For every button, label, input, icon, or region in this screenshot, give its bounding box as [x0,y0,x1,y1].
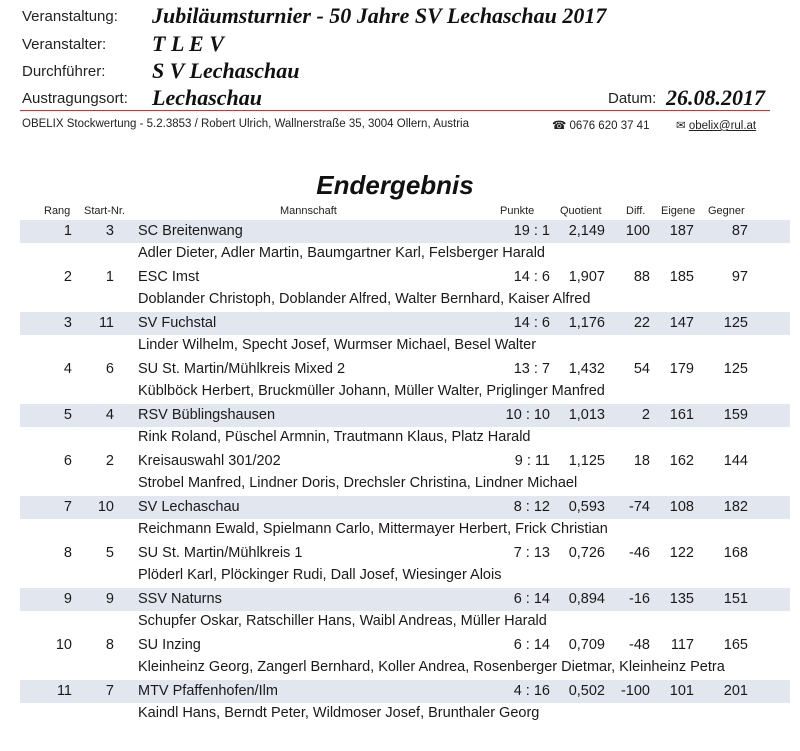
col-startnr: Start-Nr. [84,205,125,217]
row-gegner: 168 [723,545,748,561]
row-rang: 5 [63,407,72,423]
row-diff: 54 [633,361,650,377]
table-row [20,496,790,542]
veranstaltung-value: Jubiläumsturnier - 50 Jahre SV Lechaschau 2017 [152,3,607,28]
row-gegner: 151 [723,591,748,607]
row-team: SU Inzing [138,637,201,653]
row-quotient: 0,709 [568,637,605,653]
row-diff: 18 [633,453,650,469]
row-members: Küblböck Herbert, Bruckmüller Johann, Müller Walter, Priglinger Manfred [138,383,605,399]
row-startnr: 11 [98,315,114,331]
row-startnr: 7 [105,683,114,699]
table-row [20,450,790,496]
datum-label: Datum: [608,90,657,107]
row-members: Plöderl Karl, Plöckinger Rudi, Dall Josef, Wiesinger Alois [138,567,502,583]
row-eigene: 147 [669,315,694,331]
row-members: Strobel Manfred, Lindner Doris, Drechsler Christina, Lindner Michael [138,475,578,491]
row-members: Kaindl Hans, Berndt Peter, Wildmoser Josef, Brunthaler Georg [138,705,540,721]
row-eigene: 161 [669,407,694,423]
row-gegner: 125 [723,361,748,377]
page-title: Endergebnis [316,170,474,200]
veranstaltung-label: Veranstaltung: [22,8,118,25]
row-diff: -100 [620,683,650,699]
row-diff: -48 [629,637,650,653]
row-startnr: 10 [97,499,114,515]
row-punkte: 13 : 7 [513,361,550,377]
col-eigene: Eigene [661,205,696,217]
row-eigene: 122 [669,545,694,561]
row-rang: 3 [63,315,72,331]
row-startnr: 5 [105,545,114,561]
row-team: MTV Pfaffenhofen/Ilm [138,683,278,699]
veranstalter-value: T L E V [152,31,224,56]
row-punkte: 8 : 12 [513,499,550,515]
table-row [20,588,790,634]
table-row [20,266,790,312]
row-team: RSV Büblingshausen [138,407,276,423]
row-diff: -74 [629,499,650,515]
row-gegner: 159 [723,407,748,423]
row-rang: 9 [63,591,72,607]
row-rang: 8 [63,545,72,561]
row-punkte: 19 : 1 [513,223,550,239]
row-punkte: 6 : 14 [513,637,550,653]
row-rang: 6 [63,453,72,469]
row-eigene: 117 [670,637,694,653]
row-punkte: 6 : 14 [513,591,550,607]
table-row [20,358,790,404]
row-eigene: 187 [669,223,694,239]
row-startnr: 8 [105,637,114,653]
row-gegner: 182 [723,499,748,515]
row-punkte: 10 : 10 [505,407,550,423]
col-mannschaft: Mannschaft [280,205,337,217]
row-gegner: 144 [723,453,748,469]
row-quotient: 0,726 [568,545,605,561]
row-eigene: 185 [669,269,694,285]
row-rang: 2 [63,269,72,285]
email-contact[interactable] [676,118,756,132]
row-startnr: 1 [105,269,114,285]
row-diff: 88 [633,269,650,285]
row-startnr: 6 [105,361,114,377]
row-team: SV Lechaschau [138,499,240,515]
table-row [20,312,790,358]
software-info: OBELIX Stockwertung - 5.2.3853 / Robert Ulrich, Wallnerstraße 35, 3004 Ollern, Austria [22,118,470,130]
row-eigene: 108 [669,499,694,515]
row-rang: 11 [56,683,72,699]
austragungsort-label: Austragungsort: [22,90,128,107]
austragungsort-value: Lechaschau [152,85,262,110]
col-rang: Rang [44,205,71,217]
row-team: ESC Imst [138,269,200,285]
row-quotient: 0,502 [568,683,605,699]
row-gegner: 97 [731,269,748,285]
row-team: SV Fuchstal [138,315,217,331]
row-members: Schupfer Oskar, Ratschiller Hans, Waibl Andreas, Müller Harald [138,613,547,629]
table-row [20,680,790,726]
row-gegner: 201 [723,683,748,699]
row-punkte: 9 : 11 [514,453,550,469]
phone-contact [552,118,649,132]
row-quotient: 1,125 [568,453,605,469]
email-link[interactable]: obelix@rul.at [688,120,757,132]
row-members: Reichmann Ewald, Spielmann Carlo, Mittermayer Herbert, Frick Christian [138,521,608,537]
row-startnr: 2 [105,453,114,469]
row-quotient: 1,432 [568,361,605,377]
col-quotient: Quotient [560,205,602,217]
datum-value: 26.08.2017 [666,85,765,110]
durchfuehrer-label: Durchführer: [22,63,106,80]
row-team: SU St. Martin/Mühlkreis 1 [138,545,303,561]
row-eigene: 179 [669,361,694,377]
table-row [20,220,790,266]
row-diff: 100 [625,223,650,239]
row-team: Kreisauswahl 301/202 [138,453,281,469]
row-eigene: 101 [669,683,694,699]
row-diff: 22 [633,315,650,331]
row-team: SU St. Martin/Mühlkreis Mixed 2 [138,361,346,377]
row-punkte: 14 : 6 [513,315,550,331]
row-gegner: 125 [723,315,748,331]
row-startnr: 9 [105,591,114,607]
veranstalter-label: Veranstalter: [22,36,107,53]
row-quotient: 2,149 [568,223,605,239]
row-diff: -16 [629,591,650,607]
table-row [20,542,790,588]
row-diff: -46 [629,545,650,561]
row-gegner: 165 [723,637,748,653]
row-members: Rink Roland, Püschel Armnin, Trautmann Klaus, Platz Harald [138,429,531,445]
col-gegner: Gegner [708,205,745,217]
row-team: SC Breitenwang [138,223,243,239]
row-members: Adler Dieter, Adler Martin, Baumgartner Karl, Felsberger Harald [138,245,545,261]
row-punkte: 14 : 6 [513,269,550,285]
envelope-icon: ✉ [676,120,686,132]
row-rang: 4 [63,361,72,377]
table-row [20,634,790,680]
phone-icon: ☎ [552,120,567,132]
durchfuehrer-value: S V Lechaschau [152,58,300,83]
row-punkte: 7 : 13 [513,545,550,561]
row-diff: 2 [641,407,650,423]
row-rang: 7 [63,499,72,515]
row-members: Linder Wilhelm, Specht Josef, Wurmser Michael, Besel Walter [138,337,537,353]
row-eigene: 135 [669,591,694,607]
row-eigene: 162 [669,453,694,469]
row-quotient: 1,013 [568,407,605,423]
col-diff: Diff. [626,205,646,217]
row-quotient: 1,176 [568,315,605,331]
row-rang: 1 [63,223,72,239]
row-quotient: 1,907 [568,269,605,285]
row-members: Kleinheinz Georg, Zangerl Bernhard, Koller Andrea, Rosenberger Dietmar, Kleinheinz Petra [138,659,725,675]
row-quotient: 0,894 [568,591,605,607]
table-row [20,404,790,450]
row-quotient: 0,593 [568,499,605,515]
phone-number: 0676 620 37 41 [569,120,650,132]
row-rang: 10 [55,637,72,653]
row-gegner: 87 [731,223,748,239]
row-team: SSV Naturns [138,591,222,607]
row-members: Doblander Christoph, Doblander Alfred, Walter Bernhard, Kaiser Alfred [138,291,591,307]
row-startnr: 4 [105,407,114,423]
header-divider [20,110,770,111]
row-punkte: 4 : 16 [513,683,550,699]
col-punkte: Punkte [500,205,535,217]
row-startnr: 3 [105,223,114,239]
